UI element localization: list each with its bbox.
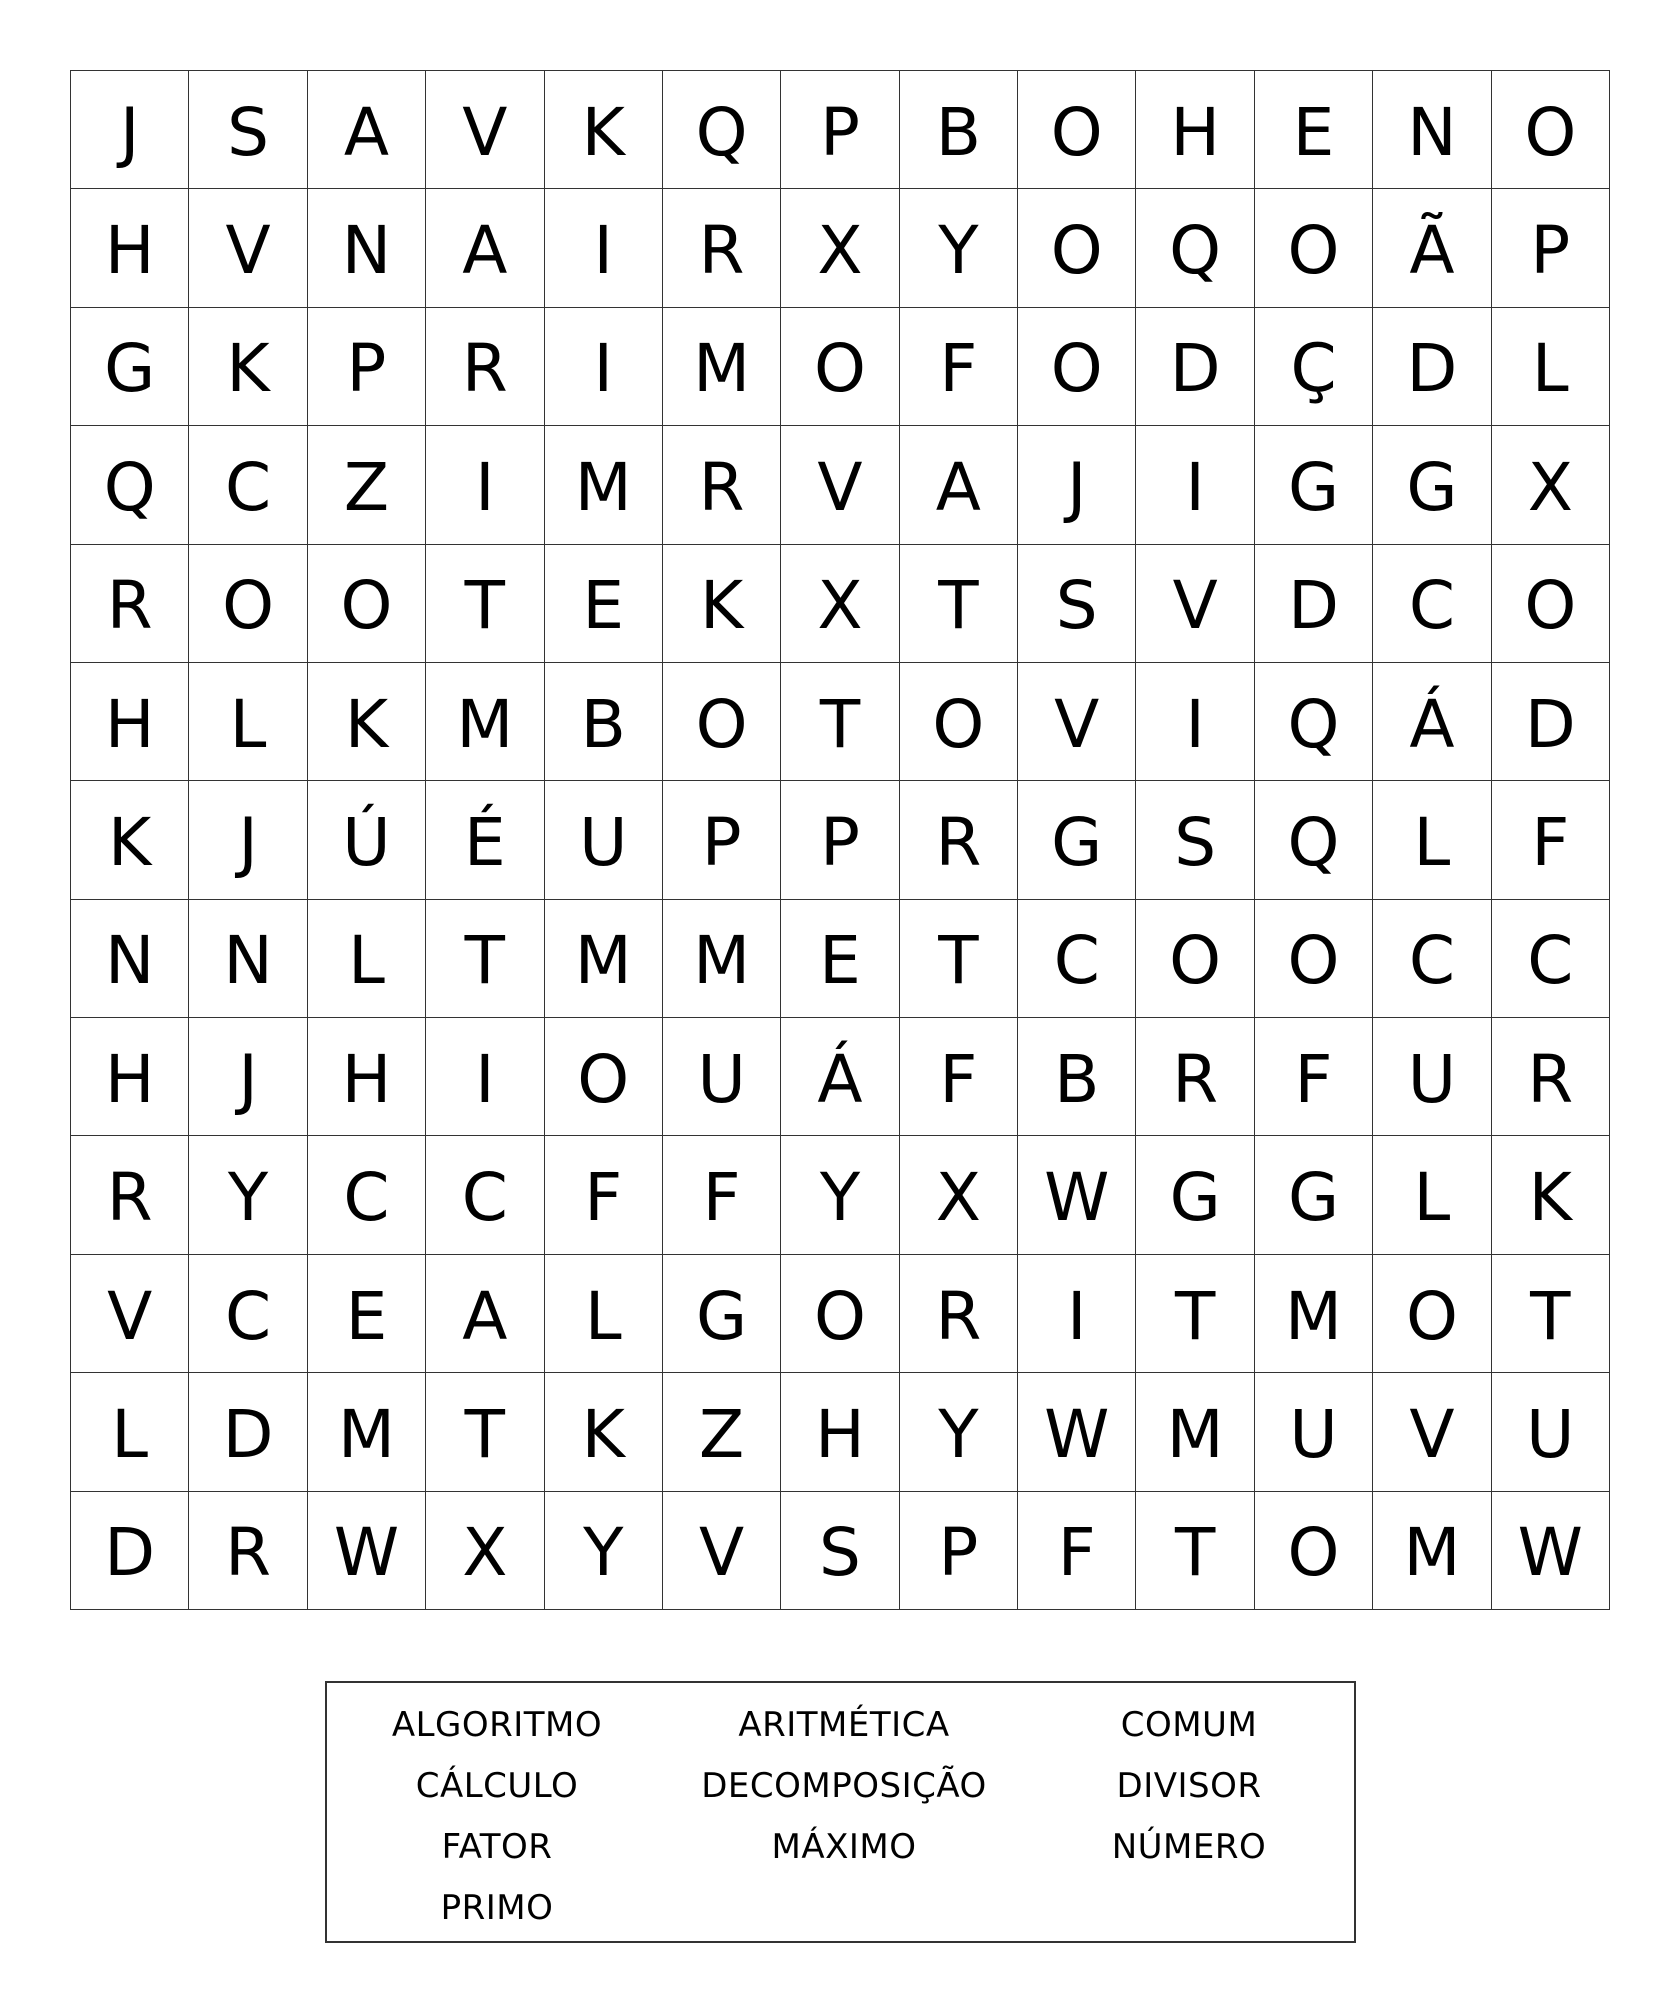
grid-cell-r1-c2[interactable]: N <box>308 189 426 307</box>
grid-cell-r6-c7[interactable]: R <box>900 781 1018 899</box>
grid-cell-r1-c12[interactable]: P <box>1492 189 1610 307</box>
grid-cell-r10-c9[interactable]: T <box>1136 1255 1254 1373</box>
grid-cell-r5-c12[interactable]: D <box>1492 663 1610 781</box>
grid-cell-r11-c9[interactable]: M <box>1136 1373 1254 1491</box>
grid-cell-r12-c12[interactable]: W <box>1492 1492 1610 1610</box>
grid-cell-r8-c11[interactable]: U <box>1373 1018 1491 1136</box>
grid-cell-r8-c1[interactable]: J <box>189 1018 307 1136</box>
grid-cell-r3-c8[interactable]: J <box>1018 426 1136 544</box>
grid-cell-r0-c6[interactable]: P <box>781 71 899 189</box>
grid-cell-r9-c10[interactable]: G <box>1255 1136 1373 1254</box>
grid-cell-r7-c5[interactable]: M <box>663 900 781 1018</box>
grid-cell-r5-c2[interactable]: K <box>308 663 426 781</box>
grid-cell-r3-c0[interactable]: Q <box>71 426 189 544</box>
grid-cell-r5-c1[interactable]: L <box>189 663 307 781</box>
grid-cell-r10-c3[interactable]: A <box>426 1255 544 1373</box>
grid-cell-r10-c5[interactable]: G <box>663 1255 781 1373</box>
grid-cell-r5-c6[interactable]: T <box>781 663 899 781</box>
grid-cell-r6-c3[interactable]: É <box>426 781 544 899</box>
grid-cell-r10-c8[interactable]: I <box>1018 1255 1136 1373</box>
grid-cell-r9-c2[interactable]: C <box>308 1136 426 1254</box>
grid-cell-r2-c7[interactable]: F <box>900 308 1018 426</box>
grid-cell-r3-c4[interactable]: M <box>545 426 663 544</box>
word-fator: FATOR <box>441 1827 553 1867</box>
grid-cell-r3-c3[interactable]: I <box>426 426 544 544</box>
grid-cell-r7-c2[interactable]: L <box>308 900 426 1018</box>
grid-cell-r8-c7[interactable]: F <box>900 1018 1018 1136</box>
grid-cell-r11-c0[interactable]: L <box>71 1373 189 1491</box>
word-algoritmo: ALGORITMO <box>391 1705 603 1745</box>
grid-cell-r6-c1[interactable]: J <box>189 781 307 899</box>
grid-cell-r6-c9[interactable]: S <box>1136 781 1254 899</box>
grid-cell-r11-c12[interactable]: U <box>1492 1373 1610 1491</box>
grid-cell-r7-c1[interactable]: N <box>189 900 307 1018</box>
grid-cell-r0-c0[interactable]: J <box>71 71 189 189</box>
grid-cell-r7-c10[interactable]: O <box>1255 900 1373 1018</box>
grid-cell-r0-c4[interactable]: K <box>545 71 663 189</box>
grid-cell-r9-c11[interactable]: L <box>1373 1136 1491 1254</box>
grid-cell-r6-c2[interactable]: Ú <box>308 781 426 899</box>
grid-cell-r8-c2[interactable]: H <box>308 1018 426 1136</box>
grid-cell-r1-c0[interactable]: H <box>71 189 189 307</box>
grid-cell-r0-c3[interactable]: V <box>426 71 544 189</box>
grid-cell-r5-c3[interactable]: M <box>426 663 544 781</box>
grid-cell-r1-c10[interactable]: O <box>1255 189 1373 307</box>
grid-cell-r8-c6[interactable]: Á <box>781 1018 899 1136</box>
grid-cell-r4-c4[interactable]: E <box>545 545 663 663</box>
grid-cell-r8-c8[interactable]: B <box>1018 1018 1136 1136</box>
grid-cell-r12-c0[interactable]: D <box>71 1492 189 1610</box>
grid-cell-r0-c5[interactable]: Q <box>663 71 781 189</box>
grid-cell-r4-c6[interactable]: X <box>781 545 899 663</box>
grid-cell-r9-c12[interactable]: K <box>1492 1136 1610 1254</box>
grid-cell-r12-c6[interactable]: S <box>781 1492 899 1610</box>
grid-cell-r6-c8[interactable]: G <box>1018 781 1136 899</box>
grid-cell-r11-c6[interactable]: H <box>781 1373 899 1491</box>
grid-cell-r4-c8[interactable]: S <box>1018 545 1136 663</box>
grid-cell-r10-c7[interactable]: R <box>900 1255 1018 1373</box>
grid-cell-r5-c8[interactable]: V <box>1018 663 1136 781</box>
grid-cell-r7-c3[interactable]: T <box>426 900 544 1018</box>
grid-cell-r11-c10[interactable]: U <box>1255 1373 1373 1491</box>
grid-cell-r10-c6[interactable]: O <box>781 1255 899 1373</box>
grid-cell-r5-c11[interactable]: Á <box>1373 663 1491 781</box>
grid-cell-r3-c11[interactable]: G <box>1373 426 1491 544</box>
grid-cell-r0-c2[interactable]: A <box>308 71 426 189</box>
grid-cell-r7-c7[interactable]: T <box>900 900 1018 1018</box>
grid-cell-r8-c3[interactable]: I <box>426 1018 544 1136</box>
grid-cell-r11-c5[interactable]: Z <box>663 1373 781 1491</box>
grid-cell-r4-c10[interactable]: D <box>1255 545 1373 663</box>
grid-cell-r7-c0[interactable]: N <box>71 900 189 1018</box>
grid-cell-r7-c4[interactable]: M <box>545 900 663 1018</box>
grid-cell-r7-c12[interactable]: C <box>1492 900 1610 1018</box>
grid-cell-r1-c9[interactable]: Q <box>1136 189 1254 307</box>
word-comum: COMUM <box>1120 1705 1258 1745</box>
grid-cell-r2-c5[interactable]: M <box>663 308 781 426</box>
grid-cell-r11-c1[interactable]: D <box>189 1373 307 1491</box>
grid-cell-r6-c11[interactable]: L <box>1373 781 1491 899</box>
grid-cell-r7-c9[interactable]: O <box>1136 900 1254 1018</box>
grid-cell-r4-c9[interactable]: V <box>1136 545 1254 663</box>
grid-cell-r3-c12[interactable]: X <box>1492 426 1610 544</box>
grid-cell-r12-c2[interactable]: W <box>308 1492 426 1610</box>
grid-cell-r10-c11[interactable]: O <box>1373 1255 1491 1373</box>
grid-cell-r2-c11[interactable]: D <box>1373 308 1491 426</box>
grid-cell-r11-c8[interactable]: W <box>1018 1373 1136 1491</box>
grid-cell-r9-c1[interactable]: Y <box>189 1136 307 1254</box>
grid-cell-r4-c7[interactable]: T <box>900 545 1018 663</box>
grid-cell-r6-c12[interactable]: F <box>1492 781 1610 899</box>
grid-cell-r1-c1[interactable]: V <box>189 189 307 307</box>
grid-cell-r4-c5[interactable]: K <box>663 545 781 663</box>
word-número: NÚMERO <box>1111 1827 1267 1867</box>
grid-cell-r2-c1[interactable]: K <box>189 308 307 426</box>
word-aritmética: ARITMÉTICA <box>738 1705 950 1745</box>
grid-cell-r5-c4[interactable]: B <box>545 663 663 781</box>
grid-cell-r3-c10[interactable]: G <box>1255 426 1373 544</box>
grid-cell-r10-c10[interactable]: M <box>1255 1255 1373 1373</box>
letter-grid <box>70 70 1610 1610</box>
grid-cell-r8-c4[interactable]: O <box>545 1018 663 1136</box>
grid-cell-r1-c11[interactable]: Ã <box>1373 189 1491 307</box>
grid-cell-r11-c2[interactable]: M <box>308 1373 426 1491</box>
grid-cell-r7-c11[interactable]: C <box>1373 900 1491 1018</box>
grid-cell-r12-c9[interactable]: T <box>1136 1492 1254 1610</box>
grid-cell-r8-c10[interactable]: F <box>1255 1018 1373 1136</box>
grid-cell-r0-c12[interactable]: O <box>1492 71 1610 189</box>
grid-cell-r3-c1[interactable]: C <box>189 426 307 544</box>
grid-cell-r2-c2[interactable]: P <box>308 308 426 426</box>
grid-cell-r12-c10[interactable]: O <box>1255 1492 1373 1610</box>
grid-cell-r12-c1[interactable]: R <box>189 1492 307 1610</box>
grid-cell-r10-c12[interactable]: T <box>1492 1255 1610 1373</box>
grid-cell-r4-c11[interactable]: C <box>1373 545 1491 663</box>
word-bank <box>325 1681 1356 1943</box>
grid-cell-r11-c4[interactable]: K <box>545 1373 663 1491</box>
grid-cell-r0-c1[interactable]: S <box>189 71 307 189</box>
grid-cell-r8-c0[interactable]: H <box>71 1018 189 1136</box>
word-decomposição: DECOMPOSIÇÃO <box>701 1766 987 1806</box>
grid-cell-r9-c4[interactable]: F <box>545 1136 663 1254</box>
word-máximo: MÁXIMO <box>771 1827 917 1867</box>
grid-cell-r12-c4[interactable]: Y <box>545 1492 663 1610</box>
grid-cell-r8-c5[interactable]: U <box>663 1018 781 1136</box>
grid-cell-r8-c12[interactable]: R <box>1492 1018 1610 1136</box>
grid-cell-r5-c9[interactable]: I <box>1136 663 1254 781</box>
grid-cell-r12-c3[interactable]: X <box>426 1492 544 1610</box>
grid-cell-r5-c0[interactable]: H <box>71 663 189 781</box>
grid-cell-r12-c5[interactable]: V <box>663 1492 781 1610</box>
grid-cell-r11-c11[interactable]: V <box>1373 1373 1491 1491</box>
grid-cell-r4-c2[interactable]: O <box>308 545 426 663</box>
grid-cell-r4-c12[interactable]: O <box>1492 545 1610 663</box>
grid-cell-r6-c5[interactable]: P <box>663 781 781 899</box>
grid-cell-r6-c0[interactable]: K <box>71 781 189 899</box>
grid-cell-r5-c7[interactable]: O <box>900 663 1018 781</box>
grid-cell-r9-c8[interactable]: W <box>1018 1136 1136 1254</box>
grid-cell-r2-c9[interactable]: D <box>1136 308 1254 426</box>
grid-cell-r3-c2[interactable]: Z <box>308 426 426 544</box>
grid-cell-r10-c2[interactable]: E <box>308 1255 426 1373</box>
grid-cell-r9-c3[interactable]: C <box>426 1136 544 1254</box>
grid-cell-r0-c8[interactable]: O <box>1018 71 1136 189</box>
grid-cell-r9-c7[interactable]: X <box>900 1136 1018 1254</box>
grid-cell-r9-c9[interactable]: G <box>1136 1136 1254 1254</box>
grid-cell-r12-c7[interactable]: P <box>900 1492 1018 1610</box>
grid-cell-r2-c3[interactable]: R <box>426 308 544 426</box>
grid-cell-r3-c6[interactable]: V <box>781 426 899 544</box>
grid-cell-r0-c9[interactable]: H <box>1136 71 1254 189</box>
grid-cell-r0-c11[interactable]: N <box>1373 71 1491 189</box>
grid-cell-r6-c6[interactable]: P <box>781 781 899 899</box>
grid-cell-r1-c3[interactable]: A <box>426 189 544 307</box>
grid-cell-r10-c1[interactable]: C <box>189 1255 307 1373</box>
grid-cell-r0-c7[interactable]: B <box>900 71 1018 189</box>
grid-cell-r1-c8[interactable]: O <box>1018 189 1136 307</box>
grid-cell-r5-c10[interactable]: Q <box>1255 663 1373 781</box>
grid-cell-r2-c6[interactable]: O <box>781 308 899 426</box>
grid-cell-r12-c8[interactable]: F <box>1018 1492 1136 1610</box>
grid-cell-r2-c0[interactable]: G <box>71 308 189 426</box>
grid-cell-r6-c4[interactable]: U <box>545 781 663 899</box>
grid-cell-r1-c4[interactable]: I <box>545 189 663 307</box>
word-primo: PRIMO <box>440 1888 554 1928</box>
grid-cell-r4-c3[interactable]: T <box>426 545 544 663</box>
grid-cell-r10-c4[interactable]: L <box>545 1255 663 1373</box>
grid-cell-r10-c0[interactable]: V <box>71 1255 189 1373</box>
grid-cell-r7-c6[interactable]: E <box>781 900 899 1018</box>
grid-cell-r9-c5[interactable]: F <box>663 1136 781 1254</box>
grid-cell-r9-c6[interactable]: Y <box>781 1136 899 1254</box>
grid-cell-r1-c5[interactable]: R <box>663 189 781 307</box>
grid-cell-r3-c7[interactable]: A <box>900 426 1018 544</box>
grid-cell-r1-c6[interactable]: X <box>781 189 899 307</box>
grid-cell-r5-c5[interactable]: O <box>663 663 781 781</box>
grid-cell-r1-c7[interactable]: Y <box>900 189 1018 307</box>
grid-cell-r2-c8[interactable]: O <box>1018 308 1136 426</box>
grid-cell-r3-c5[interactable]: R <box>663 426 781 544</box>
grid-cell-r11-c3[interactable]: T <box>426 1373 544 1491</box>
grid-cell-r4-c1[interactable]: O <box>189 545 307 663</box>
word-divisor: DIVISOR <box>1116 1766 1262 1806</box>
grid-cell-r2-c4[interactable]: I <box>545 308 663 426</box>
grid-cell-r7-c8[interactable]: C <box>1018 900 1136 1018</box>
grid-cell-r2-c12[interactable]: L <box>1492 308 1610 426</box>
grid-cell-r12-c11[interactable]: M <box>1373 1492 1491 1610</box>
grid-cell-r2-c10[interactable]: Ç <box>1255 308 1373 426</box>
grid-cell-r11-c7[interactable]: Y <box>900 1373 1018 1491</box>
grid-cell-r4-c0[interactable]: R <box>71 545 189 663</box>
grid-cell-r6-c10[interactable]: Q <box>1255 781 1373 899</box>
grid-cell-r9-c0[interactable]: R <box>71 1136 189 1254</box>
grid-cell-r0-c10[interactable]: E <box>1255 71 1373 189</box>
grid-cell-r8-c9[interactable]: R <box>1136 1018 1254 1136</box>
grid-cell-r3-c9[interactable]: I <box>1136 426 1254 544</box>
word-cálculo: CÁLCULO <box>415 1766 579 1806</box>
